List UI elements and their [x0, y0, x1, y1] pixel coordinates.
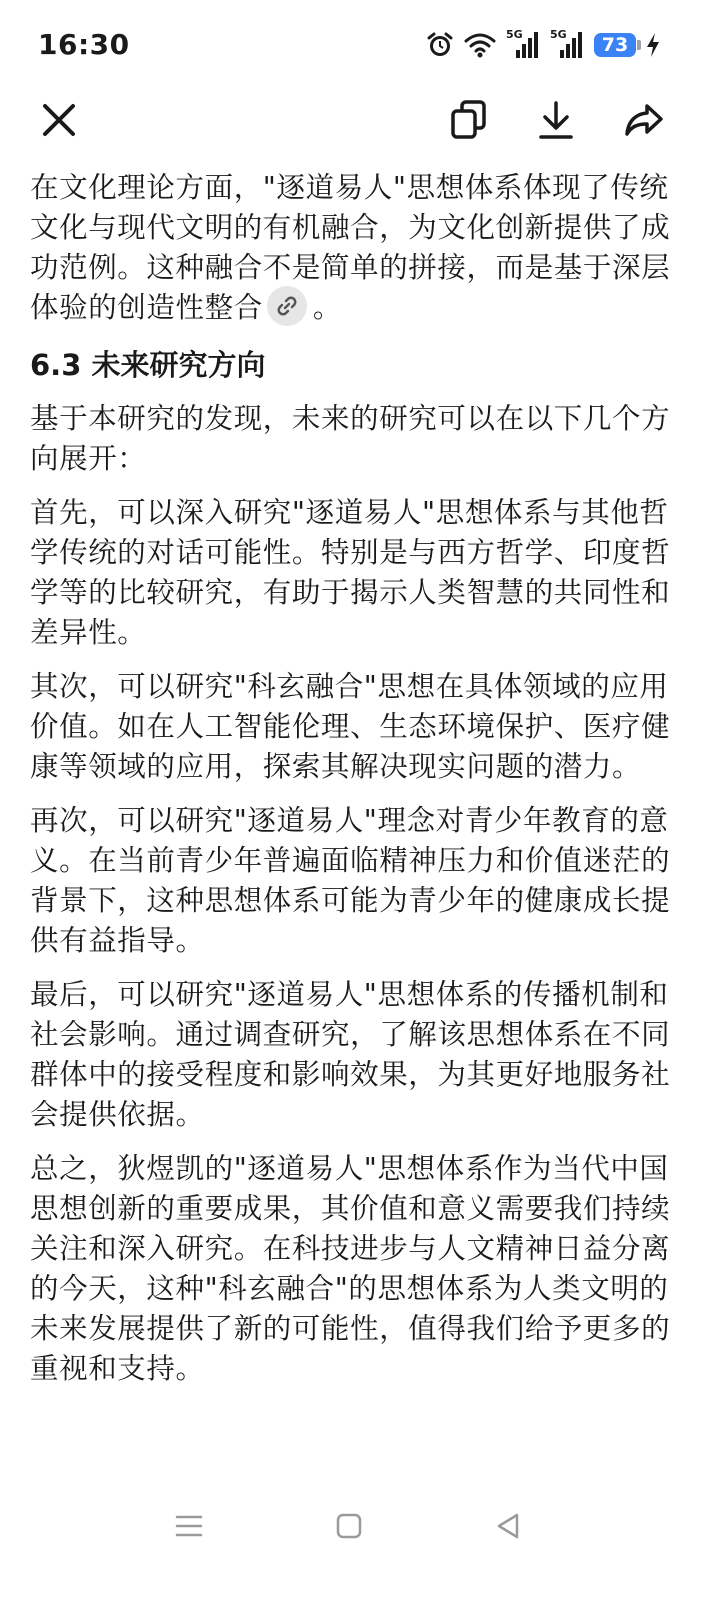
- paragraph: 总之，狄煜凯的"逐道易人"思想体系作为当代中国思想创新的重要成果，其价值和意义需要我们持续关注和深入研究。在科技进步与人文精神日益分离的今天，这种"科玄融合"的思想体系为人类文明的未来发展提供了新的可能性，值得我们给予更多的重视和支持。: [30, 1152, 671, 1385]
- status-icons: [426, 30, 660, 60]
- paragraph: 再次，可以研究"逐道易人"理念对青少年教育的意义。在当前青少年普遍面临精神压力和价值迷茫的背景下，这种思想体系可能为青少年的健康成长提供有益指导。: [30, 804, 671, 957]
- back-icon: [495, 1512, 521, 1540]
- share-icon: [623, 102, 665, 138]
- home-icon: [336, 1513, 362, 1539]
- charging-icon: [646, 33, 660, 57]
- paragraph: 首先，可以深入研究"逐道易人"思想体系与其他哲学传统的对话可能性。特别是与西方哲学、印度哲学等的比较研究，有助于揭示人类智慧的共同性和差异性。: [30, 496, 671, 649]
- copy-button[interactable]: [441, 92, 497, 148]
- paragraph: 基于本研究的发现，未来的研究可以在以下几个方向展开：: [30, 402, 671, 475]
- top-toolbar: [0, 92, 720, 156]
- battery-indicator: 73: [594, 33, 636, 57]
- status-bar: [0, 0, 720, 92]
- cellular-signal-2: 5G: [550, 30, 584, 60]
- back-button[interactable]: [483, 1506, 533, 1546]
- link-icon: [275, 294, 299, 318]
- section-heading: 6.3 未来研究方向: [30, 348, 266, 382]
- menu-icon: [175, 1514, 203, 1538]
- link-reference-button[interactable]: [267, 286, 307, 326]
- download-icon: [537, 100, 575, 140]
- wifi-icon: [464, 32, 496, 58]
- paragraph-text: 在文化理论方面，"逐道易人"思想体系体现了传统文化与现代文明的有机融合，为文化创新提供了成功范例。这种融合不是简单的拼接，而是基于深层体验的创造性整合: [30, 171, 671, 324]
- paragraph: 最后，可以研究"逐道易人"思想体系的传播机制和社会影响。通过调查研究，了解该思想体系在不同群体中的接受程度和影响效果，为其更好地服务社会提供依据。: [30, 978, 671, 1131]
- download-button[interactable]: [528, 92, 584, 148]
- copy-icon: [450, 100, 488, 140]
- status-time: 16:30: [38, 28, 130, 61]
- paragraph: 其次，可以研究"科玄融合"思想在具体领域的应用价值。如在人工智能伦理、生态环境保护、医疗健康等领域的应用，探索其解决现实问题的潜力。: [30, 670, 671, 783]
- home-button[interactable]: [324, 1506, 374, 1546]
- system-nav-bar: [0, 1496, 720, 1556]
- share-button[interactable]: [616, 92, 672, 148]
- cellular-signal-1: 5G: [506, 30, 540, 60]
- alarm-icon: [426, 31, 454, 59]
- recent-apps-button[interactable]: [164, 1506, 214, 1546]
- article-content: [30, 168, 680, 1403]
- paragraph-cultural-theory: [30, 168, 680, 329]
- close-button[interactable]: [31, 92, 87, 148]
- close-icon: [42, 103, 76, 137]
- paragraph-end-punct: 。: [312, 291, 342, 324]
